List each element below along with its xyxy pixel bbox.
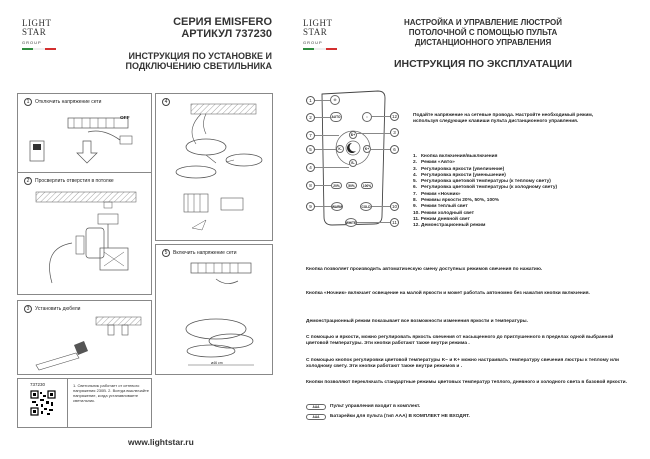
qr-box [17, 378, 152, 428]
dowel-illustration [26, 315, 146, 373]
article-code: 737230 [30, 382, 46, 387]
step-number: 4 [162, 98, 170, 106]
power-button[interactable]: ⏻ [330, 95, 340, 105]
step-3-header [24, 305, 80, 313]
install-title: ИНСТРУКЦИЯ ПО УСТАНОВКЕ И ПОДКЛЮЧЕНИЮ СВЕТИЛЬНИКА [125, 51, 272, 71]
step-5-header [162, 249, 237, 257]
switch-off-illustration [28, 139, 143, 169]
remote-subtitle: ИНСТРУКЦИЯ ПО ЭКСПЛУАТАЦИИ [393, 58, 573, 70]
step-panel-5 [155, 244, 273, 375]
modes-paragraph: Кнопки позволяют переключать стандартные режимы цветовых температур теплого, дневного и холодного света в базовой яркости. [306, 380, 627, 385]
brand-logo: LIGHT STAR GROUP [22, 19, 56, 50]
callout-5: 5 [306, 145, 315, 154]
safety-notes: 1. Светильник работает от сетевого напряжения 230В. 2. Всегда выключайте напряжение, когда устанавливаете светильник. [73, 383, 150, 403]
callout-7: 7 [306, 131, 315, 140]
callout-8: 8 [306, 181, 315, 190]
callout-12: 12 [391, 114, 397, 119]
step-label: Включить напряжение сети [173, 250, 237, 256]
list-item: 3. Регулировка яркости (увеличение) [413, 166, 505, 172]
functions-list [413, 154, 623, 230]
drill-illustration [26, 188, 146, 290]
step-panel-4 [155, 93, 273, 241]
step-number: 2 [24, 177, 32, 185]
step-label: Отключить напряжение сети [35, 99, 102, 105]
demo-button[interactable]: ☼ [362, 112, 372, 122]
auto-button[interactable]: AUTO [330, 112, 342, 122]
list-item: 1. Кнопка включения/выключения [413, 154, 498, 159]
auto-paragraph: Кнопка позволяет производить автоматическую смену доступных режимов свечения по нажатию. [306, 267, 543, 272]
series-header [120, 16, 272, 40]
step-label: Установить дюбели [35, 306, 81, 312]
off-label: OFF [120, 116, 130, 121]
callout-9: 9 [306, 202, 315, 211]
dimension-label: ø46 cm [211, 361, 223, 365]
temperature-paragraph: С помощью кнопок регулировки цветовой температуры K− и K+ можно настраивать температуру свечения люстры к теплому или холодному свету. Эти кнопки работают также внутри режимов и . [306, 358, 619, 370]
power-on-illustration [176, 259, 266, 371]
demo-paragraph: Демонстрационный режим показывает все возможности изменения яркости и температуры. [306, 319, 528, 324]
battery-text-1: Пульт управления входит в комплект. [330, 404, 421, 409]
list-item: 7. Режим «Ночник» [413, 191, 461, 197]
series-title: СЕРИЯ EMISFERO [173, 16, 272, 28]
white-button[interactable]: WHITE [345, 218, 357, 227]
mounting-illustration [166, 102, 266, 238]
qr-code [30, 390, 56, 416]
battery-text-2: Батарейки для пульта (тип AAA) В КОМПЛЕКТ НЕ ВХОДЯТ. [330, 414, 470, 419]
list-item: 12. Демонстрационный режим [413, 223, 486, 229]
k-plus-button[interactable]: K+ [364, 147, 370, 151]
battery-icon: AAA [306, 414, 326, 420]
brightness-paragraph: С помощью и яркости, можно регулировать яркость свечения от насыщенного до приглушенного в пределах одной выбранной цветовой температуры. Эти кнопки работают также внутри режима . [306, 335, 614, 347]
pct50-button[interactable]: 50% [346, 182, 357, 189]
list-item: 11. Режим дневной свет [413, 216, 470, 222]
step-number: 5 [162, 249, 170, 257]
list-item: 10. Режим холодный свет [413, 210, 474, 216]
step-1-header [24, 98, 101, 106]
list-item: 9. Режим теплый свет [413, 204, 468, 210]
callout-1: 1 [306, 96, 315, 105]
step-label: Просверлить отверстия в потолке [35, 178, 114, 184]
list-item: 6. Регулировка цветовой температуры (к холодному свету) [413, 185, 558, 191]
battery-icon: AAA [306, 404, 326, 410]
pct100-button[interactable]: 100% [362, 183, 372, 188]
brightness-minus-button[interactable]: Б- [349, 159, 357, 167]
cold-button[interactable]: COLD [360, 202, 372, 211]
list-item: 4. Регулировка яркости (уменьшение) [413, 172, 506, 178]
k-minus-button[interactable]: K- [336, 145, 344, 153]
battery-line-2 [306, 414, 636, 420]
pct20-button[interactable]: 20% [331, 182, 342, 189]
callout-4: 4 [306, 163, 315, 172]
article-title: АРТИКУЛ 737230 [181, 28, 272, 40]
list-item: 5. Регулировка цветовой температуры (к теплому свету) [413, 179, 551, 185]
list-item: 2. Режим «Авто» [413, 160, 455, 166]
night-paragraph: Кнопка «Ночник» включает освещение на малой яркости и может работать автономно без нажатия кнопки включения. [306, 291, 590, 296]
callout-2: 2 [306, 113, 315, 122]
step-number: 3 [24, 305, 32, 313]
website-link[interactable]: www.lightstar.ru [128, 437, 194, 447]
callout-6: 6 [390, 145, 399, 154]
intro-text: Подайте напряжение на сетевые провода. Настройте необходимый режим, используя следующие клавиши пульта дистанционного управления. [413, 113, 594, 125]
callout-10: 10 [391, 204, 397, 209]
callout-11: 11 [390, 218, 399, 227]
remote-title: НАСТРОЙКА И УПРАВЛЕНИЕ ЛЮСТРОЙ ПОТОЛОЧНОЙ С ПОМОЩЬЮ ПУЛЬТА ДИСТАНЦИОННОГО УПРАВЛЕНИЯ [403, 18, 563, 47]
step-2-header [24, 177, 114, 185]
warm-button[interactable]: WARM [331, 202, 343, 211]
brightness-plus-button[interactable]: Б+ [350, 133, 356, 137]
step-panel-3 [17, 300, 152, 375]
battery-line-1 [306, 404, 636, 410]
callout-3: 3 [390, 128, 399, 137]
brand-logo-right: LIGHT STAR GROUP [303, 19, 337, 50]
step-number: 1 [24, 98, 32, 106]
step-panel-1-2 [17, 93, 152, 295]
list-item: 8. Режимы яркости 20%, 50%, 100% [413, 198, 500, 204]
